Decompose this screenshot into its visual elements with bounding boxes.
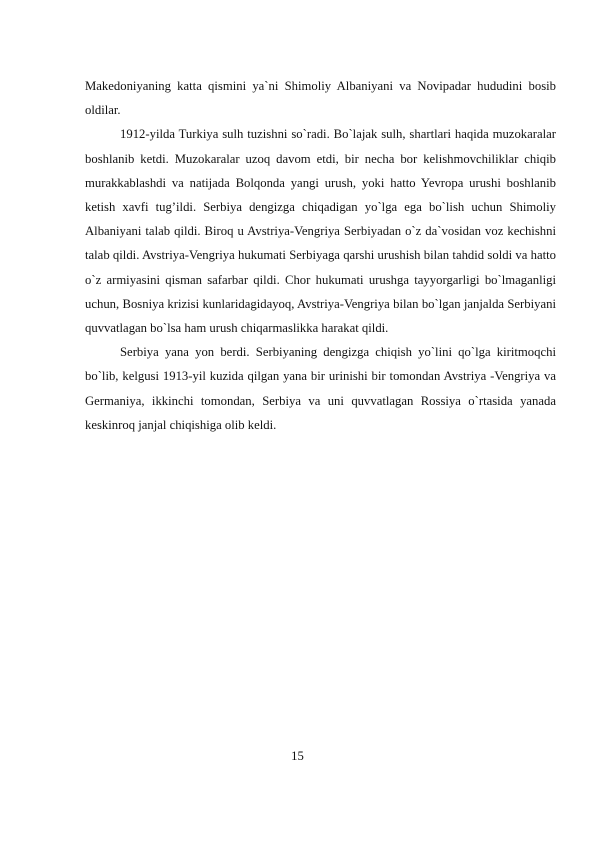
paragraph-2: 1912-yilda Turkiya sulh tuzishni so`radi. Bo`lajak sulh, shartlari haqida muzokaralar boshlanib ketdi. Muzokaralar uzoq davom etdi, bir necha bor kelishmovchiliklar chiqib murakkablashdi va natijada Bolqonda yangi urush, yoki hatto Yevropa urushi boshlanib ketish xavfi tug’ildi. Serbiya dengizga chiqadigan yo`lga ega bo`lish uchun Shimoliy Albaniyani talab qildi. Biroq u Avstriya-Vengriya Serbiyadan o`z da`vosidan voz kechishni talab qildi. Avstriya-Vengriya hukumati Serbiyaga qarshi urushish bilan tahdid soldi va hatto o`z armiyasini qisman safarbar qildi. Chor hukumati urushga tayyorgarligi bo`lmaganligi uchun, Bosniya krizisi kunlaridagidayoq, Avstriya-Vengriya bilan bo`lgan janjalda Serbiyani quvvatlagan bo`lsa ham urush chiqarmaslikka harakat qildi. — [85, 127, 556, 336]
page-number: 15 — [291, 749, 304, 763]
paragraph-3: Serbiya yana yon berdi. Serbiyaning dengizga chiqish yo`lini qo`lga kiritmoqchi bo`lib, kelgusi 1913-yil kuzida qilgan yana bir urinishi bir tomondan Avstriya -Vengriya va Germaniya, ikkinchi tomondan, Serbiya va uni quvvatlagan Rossiya o`rtasida yanada keskinroq janjal chiqishiga olib keldi. — [85, 345, 556, 432]
paragraph-1: Makedoniyaning katta qismini ya`ni Shimoliy Albaniyani va Novipadar hududini bosib oldilar. — [85, 79, 556, 118]
body-text — [85, 74, 556, 437]
